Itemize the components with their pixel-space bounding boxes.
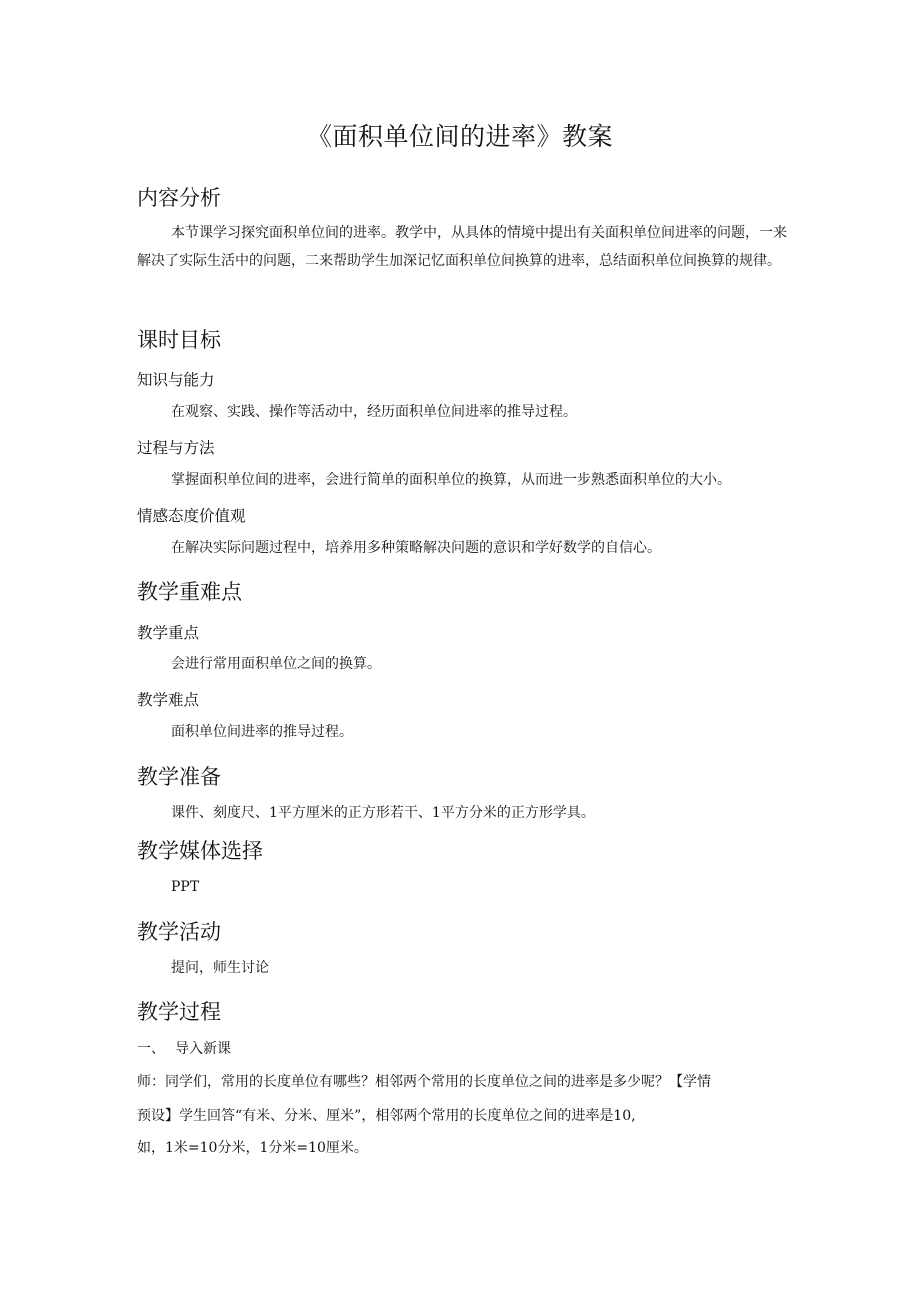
section-heading-key-points: 教学重难点 bbox=[137, 580, 242, 604]
objective-knowledge-text: 在观察、实践、操作等活动中，经历面积单位间进率的推导过程。 bbox=[171, 404, 577, 420]
subheading-process-method: 过程与方法 bbox=[137, 439, 215, 457]
objective-process-text: 掌握面积单位间的进率，会进行简单的面积单位的换算，从而进一步熟悉面积单位的大小。 bbox=[171, 472, 731, 488]
step-number: 一、 bbox=[137, 1041, 165, 1057]
process-line-2: 预设】学生回答“有米、分米、厘米”，相邻两个常用的长度单位之间的进率是10, bbox=[137, 1108, 636, 1124]
document-title: 《面积单位间的进率》教案 bbox=[306, 122, 613, 151]
subheading-emotion-values: 情感态度价值观 bbox=[137, 507, 246, 525]
section-heading-content-analysis: 内容分析 bbox=[137, 186, 221, 210]
section-heading-objectives: 课时目标 bbox=[137, 328, 221, 352]
process-line-1: 师：同学们，常用的长度单位有哪些？相邻两个常用的长度单位之间的进率是多少呢？【学情 bbox=[137, 1074, 711, 1090]
objective-emotion-text: 在解决实际问题过程中，培养用多种策略解决问题的意识和学好数学的自信心。 bbox=[171, 540, 661, 556]
subheading-key-point: 教学重点 bbox=[137, 624, 200, 642]
section-heading-preparation: 教学准备 bbox=[137, 765, 221, 789]
section-heading-media: 教学媒体选择 bbox=[137, 839, 263, 863]
section-heading-process: 教学过程 bbox=[137, 1000, 221, 1024]
subheading-knowledge-ability: 知识与能力 bbox=[137, 371, 215, 389]
section-heading-activities: 教学活动 bbox=[137, 920, 221, 944]
key-point-text: 会进行常用面积单位之间的换算。 bbox=[171, 656, 381, 672]
process-step-one bbox=[137, 1038, 231, 1060]
process-line-3: 如，1米=10分米，1分米=10厘米。 bbox=[137, 1140, 368, 1156]
subheading-difficult-point: 教学难点 bbox=[137, 691, 200, 709]
difficult-point-text: 面积单位间进率的推导过程。 bbox=[171, 724, 353, 740]
media-text: PPT bbox=[171, 879, 200, 895]
content-analysis-paragraph: 本节课学习探究面积单位间的进率。教学中，从具体的情境中提出有关面积单位间进率的问题，一来解决了实际生活中的问题，二来帮助学生加深记忆面积单位间换算的进率，总结面积单位间换算的规律。 bbox=[137, 225, 787, 269]
activities-text: 提问，师生讨论 bbox=[171, 960, 269, 976]
preparation-text: 课件、刻度尺、1平方厘米的正方形若干、1平方分米的正方形学具。 bbox=[171, 805, 595, 821]
step-title: 导入新课 bbox=[175, 1041, 231, 1057]
